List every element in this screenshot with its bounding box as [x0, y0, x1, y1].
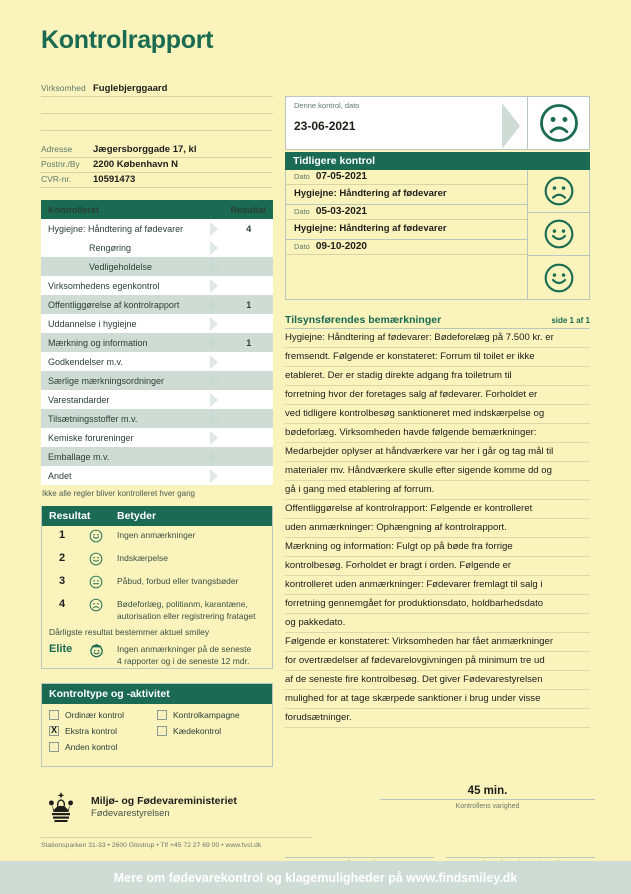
row-arrow-icon	[208, 314, 224, 333]
legend-text: Ingen anmærkninger	[117, 530, 196, 540]
kontroltype-row	[49, 710, 265, 720]
kontrolleret-body	[41, 200, 273, 219]
remarks-line: bødeforlæg. Virksomheden havde følgende bemærkninger:	[285, 424, 590, 443]
row-arrow-icon	[208, 333, 224, 352]
table-row	[41, 352, 273, 371]
table-row	[41, 333, 273, 352]
previous-date-label: Dato	[294, 207, 310, 216]
previous-inspection-entry	[286, 240, 527, 274]
remarks-section	[285, 314, 590, 728]
legend-item	[42, 595, 272, 623]
checkbox-icon[interactable]	[49, 710, 59, 720]
kontrolleret-row-result	[224, 257, 273, 276]
remarks-line: kontrolbesøg. Forholdet er bragt i orden. Følgende er	[285, 557, 590, 576]
elite-text: Ingen anmærkninger på de seneste 4 rapporter og i de seneste 12 mdr.	[117, 644, 252, 666]
legend-number: 1	[58, 529, 66, 541]
kontrolleret-row-result	[224, 428, 273, 447]
kontrolleret-row-result	[224, 447, 273, 466]
remarks-line: etableret. Der er stadig direkte adgang fra toiletrum til	[285, 367, 590, 386]
legend-item	[42, 549, 272, 572]
current-inspection-date: 23-06-2021	[294, 119, 356, 133]
remarks-page-indicator: side 1 af 1	[551, 316, 590, 325]
kontroltype-options	[42, 704, 272, 766]
remarks-line: fremsendt. Følgende er konstateret: Forrum til toilet er ikke	[285, 348, 590, 367]
legend-smiley-icon	[75, 551, 117, 571]
current-inspection-main	[286, 97, 527, 149]
remarks-line: uden anmærkninger: Ophængning af kontrolrapport.	[285, 519, 590, 538]
checkbox-option[interactable]	[49, 742, 163, 752]
postnr-value: 2200 København N	[93, 159, 178, 170]
previous-smiley-icon	[528, 213, 589, 256]
kontrolleret-row-result	[224, 238, 273, 257]
kontroltype-row	[49, 726, 265, 736]
table-row	[41, 257, 273, 276]
checkbox-icon[interactable]	[49, 726, 59, 736]
kontrolleret-row-result	[224, 314, 273, 333]
pointer-arrow-svg	[502, 97, 528, 149]
table-row	[41, 295, 273, 314]
duration-value: 45 min.	[467, 785, 508, 797]
kontrolleret-header-result: Resultat	[230, 204, 266, 215]
remarks-line: af de seneste fire kontrolbesøg. Det giver Fødevarestyrelsen	[285, 671, 590, 690]
previous-description	[286, 255, 527, 274]
previous-smiley-icon	[528, 170, 589, 213]
table-row	[41, 447, 273, 466]
delivered-to-line	[285, 857, 434, 858]
ministry-address: Stationsparken 31-33 • 2600 Glostrup • Tlf +45 72 27 69 00 • www.fvst.dk	[41, 837, 313, 849]
kontrolleret-row-label: Varestandarder	[41, 390, 208, 409]
row-arrow-icon	[208, 428, 224, 447]
cvr-value: 10591473	[93, 174, 136, 185]
legend-text: Indskærpelse	[117, 553, 169, 563]
legend-number: 3	[58, 575, 66, 587]
kontrolleret-row-result	[224, 352, 273, 371]
kontrolleret-row-label: Tilsætningsstoffer m.v.	[41, 409, 208, 428]
remarks-line: Offentliggørelse af kontrolrapport: Følgende er kontrolleret	[285, 500, 590, 519]
remarks-line: Hygiejne: Håndtering af fødevarer: Bødeforelæg på 7.500 kr. er	[285, 329, 590, 348]
kontrolleret-footnote: Ikke alle regler bliver kontrolleret hver gang	[42, 489, 195, 498]
virksomhed-value: Fuglebjerggaard	[93, 83, 168, 94]
legend-rows	[42, 526, 272, 623]
kontroltype-section	[41, 683, 273, 767]
legend-item	[42, 572, 272, 595]
duration-label: Kontrollens varighed	[455, 803, 520, 810]
kontrolleret-row-label: Virksomhedens egenkontrol	[41, 276, 208, 295]
kontrolleret-row-label: Særlige mærkningsordninger	[41, 371, 208, 390]
previous-inspections-table	[285, 170, 590, 300]
previous-smiley-icon	[528, 256, 589, 299]
legend-smiley-icon	[75, 597, 117, 617]
checkbox-label: Kædekontrol	[173, 726, 222, 736]
duration-underline	[380, 799, 595, 800]
kontrolleret-row-label: Offentliggørelse af kontrolrapport	[41, 295, 208, 314]
legend-text: Bødeforlæg, politianm, karantæne, autorisation eller registrering frataget	[117, 599, 256, 621]
blank-line-1	[41, 97, 273, 114]
adresse-label: Adresse	[41, 144, 73, 154]
crown-svg	[41, 790, 81, 824]
page-title: Kontrolrapport	[41, 26, 214, 54]
row-arrow-icon	[208, 466, 224, 485]
previous-smileys	[527, 170, 589, 299]
previous-date-label: Dato	[294, 242, 310, 251]
row-arrow-icon	[208, 447, 224, 466]
remarks-line: kontrolleret uden anmærkninger: Fødevarer fremlagt til salg i	[285, 576, 590, 595]
ministry-name: Miljø- og Fødevareministeriet	[91, 795, 237, 807]
kontrolleret-row-result	[224, 409, 273, 428]
kontrolleret-row-label: Rengøring	[41, 238, 208, 257]
checkbox-option[interactable]	[157, 726, 265, 736]
cvr-label: CVR-nr.	[41, 174, 72, 184]
kontroltype-row	[49, 742, 265, 752]
table-row	[41, 390, 273, 409]
field-adresse	[41, 143, 273, 158]
field-virksomhed	[41, 82, 273, 97]
field-cvr	[41, 173, 273, 188]
kontroltype-header: Kontroltype og -aktivitet	[42, 684, 272, 704]
kontrolleret-row-result: 4	[224, 219, 273, 238]
legend-smiley-icon	[75, 528, 117, 548]
resultat-legend	[41, 506, 273, 669]
remarks-line: og pakkedato.	[285, 614, 590, 633]
checkbox-label: Ordinær kontrol	[65, 710, 125, 720]
table-row	[41, 314, 273, 333]
legend-elite-row	[42, 640, 272, 668]
ministry-text	[91, 795, 237, 819]
remarks-line: gå i gang med etablering af forrum.	[285, 481, 590, 500]
checkbox-label: Kontrolkampagne	[173, 710, 240, 720]
previous-inspections-header: Tidligere kontrol	[285, 152, 590, 170]
checkbox-icon[interactable]	[49, 742, 59, 752]
kontrolleret-row-label: Emballage m.v.	[41, 447, 208, 466]
kontrolleret-row-label: Mærkning og information	[41, 333, 208, 352]
remarks-line: mulighed for at tage skærpede sanktioner i brug under visse	[285, 690, 590, 709]
remarks-title: Tilsynsførendes bemærkninger	[285, 314, 442, 326]
kontrolleret-row-label: Kemiske forureninger	[41, 428, 208, 447]
duration-block	[380, 785, 595, 810]
adresse-value: Jægersborggade 17, kl	[93, 144, 197, 155]
pointer-arrow-icon	[502, 97, 528, 149]
kontrolleret-header-row	[41, 200, 273, 219]
previous-date-line	[286, 240, 527, 255]
row-arrow-icon	[208, 238, 224, 257]
checkbox-icon[interactable]	[157, 710, 167, 720]
kontrolleret-row-result: 1	[224, 295, 273, 314]
legend-header-result: Resultat	[49, 510, 91, 522]
field-postnr	[41, 158, 273, 173]
legend-note: Dårligste resultat bestemmer aktuel smiley	[49, 627, 210, 637]
kontrolleret-header-arrow-cell	[208, 200, 224, 219]
agency-name: Fødevarestyrelsen	[91, 808, 170, 819]
checkbox-icon[interactable]	[157, 726, 167, 736]
kontrolleret-row-label: Uddannelse i hygiejne	[41, 314, 208, 333]
kontrolleret-rows	[41, 219, 273, 485]
previous-date-label: Dato	[294, 172, 310, 181]
remarks-line: Følgende er konstateret: Virksomheden har fået anmærkninger	[285, 633, 590, 652]
kontrolleret-row-label: Godkendelser m.v.	[41, 352, 208, 371]
previous-date-value: 09-10-2020	[315, 241, 367, 252]
legend-item	[42, 526, 272, 549]
table-row	[41, 276, 273, 295]
virksomhed-label: Virksomhed	[41, 83, 86, 93]
remarks-line: Mærkning og information: Fulgt op på bøde fra forrige	[285, 538, 590, 557]
remarks-line: forretning hvor der foretages salg af fødevarer. Forholdet er	[285, 386, 590, 405]
legend-header	[42, 506, 272, 526]
remarks-line: ved tidligere kontrolbesøg sanktioneret med indskærpelse og	[285, 405, 590, 424]
kontrolleret-row-result	[224, 276, 273, 295]
row-arrow-icon	[208, 276, 224, 295]
row-arrow-icon	[208, 409, 224, 428]
row-arrow-icon	[208, 390, 224, 409]
kontrolleret-row-result	[224, 466, 273, 485]
kontrolleret-header-label: Kontrolleret	[48, 204, 100, 215]
current-smiley-cell	[527, 97, 589, 149]
table-row	[41, 219, 273, 238]
kontrolleret-row-label: Vedligeholdelse	[41, 257, 208, 276]
kontrolleret-row-label: Hygiejne: Håndtering af fødevarer	[41, 219, 208, 238]
legend-header-meaning: Betyder	[117, 510, 157, 522]
checkbox-option[interactable]	[49, 710, 157, 720]
remarks-line: forretning gennemgået for produktionsdato, holdbarhedsdato	[285, 595, 590, 614]
footer-banner	[0, 861, 631, 894]
previous-date-line	[286, 170, 527, 185]
row-arrow-icon	[208, 295, 224, 314]
row-arrow-icon	[208, 257, 224, 276]
spacer	[41, 131, 273, 143]
inspector-signature-line	[446, 857, 595, 858]
remarks-body	[285, 329, 590, 728]
row-arrow-icon	[208, 219, 224, 238]
footer-banner-text: Mere om fødevarekontrol og klagemuligheder på www.findsmiley.dk	[113, 870, 518, 885]
previous-description: Hygiejne: Håndtering af fødevarer	[294, 188, 447, 199]
right-column	[285, 96, 590, 728]
kontrolleret-row-result	[224, 371, 273, 390]
row-arrow-icon	[208, 371, 224, 390]
kontrolleret-row-result	[224, 390, 273, 409]
table-row	[41, 409, 273, 428]
previous-date-line	[286, 205, 527, 220]
checkbox-option[interactable]	[49, 726, 157, 736]
table-row	[41, 466, 273, 485]
current-inspection-box	[285, 96, 590, 150]
previous-inspection-entry	[286, 205, 527, 240]
elite-label: Elite	[49, 643, 73, 655]
elite-smiley-icon	[75, 642, 117, 663]
previous-entries	[286, 170, 527, 299]
row-arrow-icon	[208, 352, 224, 371]
remarks-line: materialer mv. Håndværkere skulle efter sigende komme dd og	[285, 462, 590, 481]
table-row	[41, 371, 273, 390]
legend-number: 2	[58, 552, 66, 564]
previous-inspection-entry	[286, 170, 527, 205]
checkbox-label: Ekstra kontrol	[65, 726, 117, 736]
left-column	[41, 82, 273, 767]
elite-smiley-svg	[89, 643, 104, 658]
checkbox-option[interactable]	[157, 710, 265, 720]
current-inspection-label: Denne kontrol, dato	[294, 101, 360, 110]
table-row	[41, 428, 273, 447]
previous-date-value: 07-05-2021	[315, 171, 367, 182]
postnr-label: Postnr./By	[41, 159, 80, 169]
previous-date-value: 05-03-2021	[315, 206, 367, 217]
checkbox-label: Anden kontrol	[65, 742, 118, 752]
remarks-line: for overtrædelser af fødevarelovgivningen på minimum tre ud	[285, 652, 590, 671]
crown-logo-icon	[41, 790, 81, 824]
ministry-logo-row	[41, 790, 291, 824]
legend-smiley-icon	[75, 574, 117, 594]
kontrolleret-row-label: Andet	[41, 466, 208, 485]
table-row	[41, 238, 273, 257]
legend-text: Påbud, forbud eller tvangsbøder	[117, 576, 239, 586]
previous-description: Hygiejne: Håndtering af fødevarer	[294, 223, 447, 234]
remarks-header	[285, 314, 590, 329]
kontrolleret-row-result: 1	[224, 333, 273, 352]
remarks-line: forudsætninger.	[285, 709, 590, 728]
kontrolleret-table	[41, 200, 273, 485]
legend-number: 4	[58, 598, 66, 610]
remarks-line: Medarbejder oplyser at håndværkere var her i går og tag mål til	[285, 443, 590, 462]
blank-line-2	[41, 114, 273, 131]
ministry-block	[41, 790, 291, 849]
sad-smiley-icon	[538, 102, 580, 144]
